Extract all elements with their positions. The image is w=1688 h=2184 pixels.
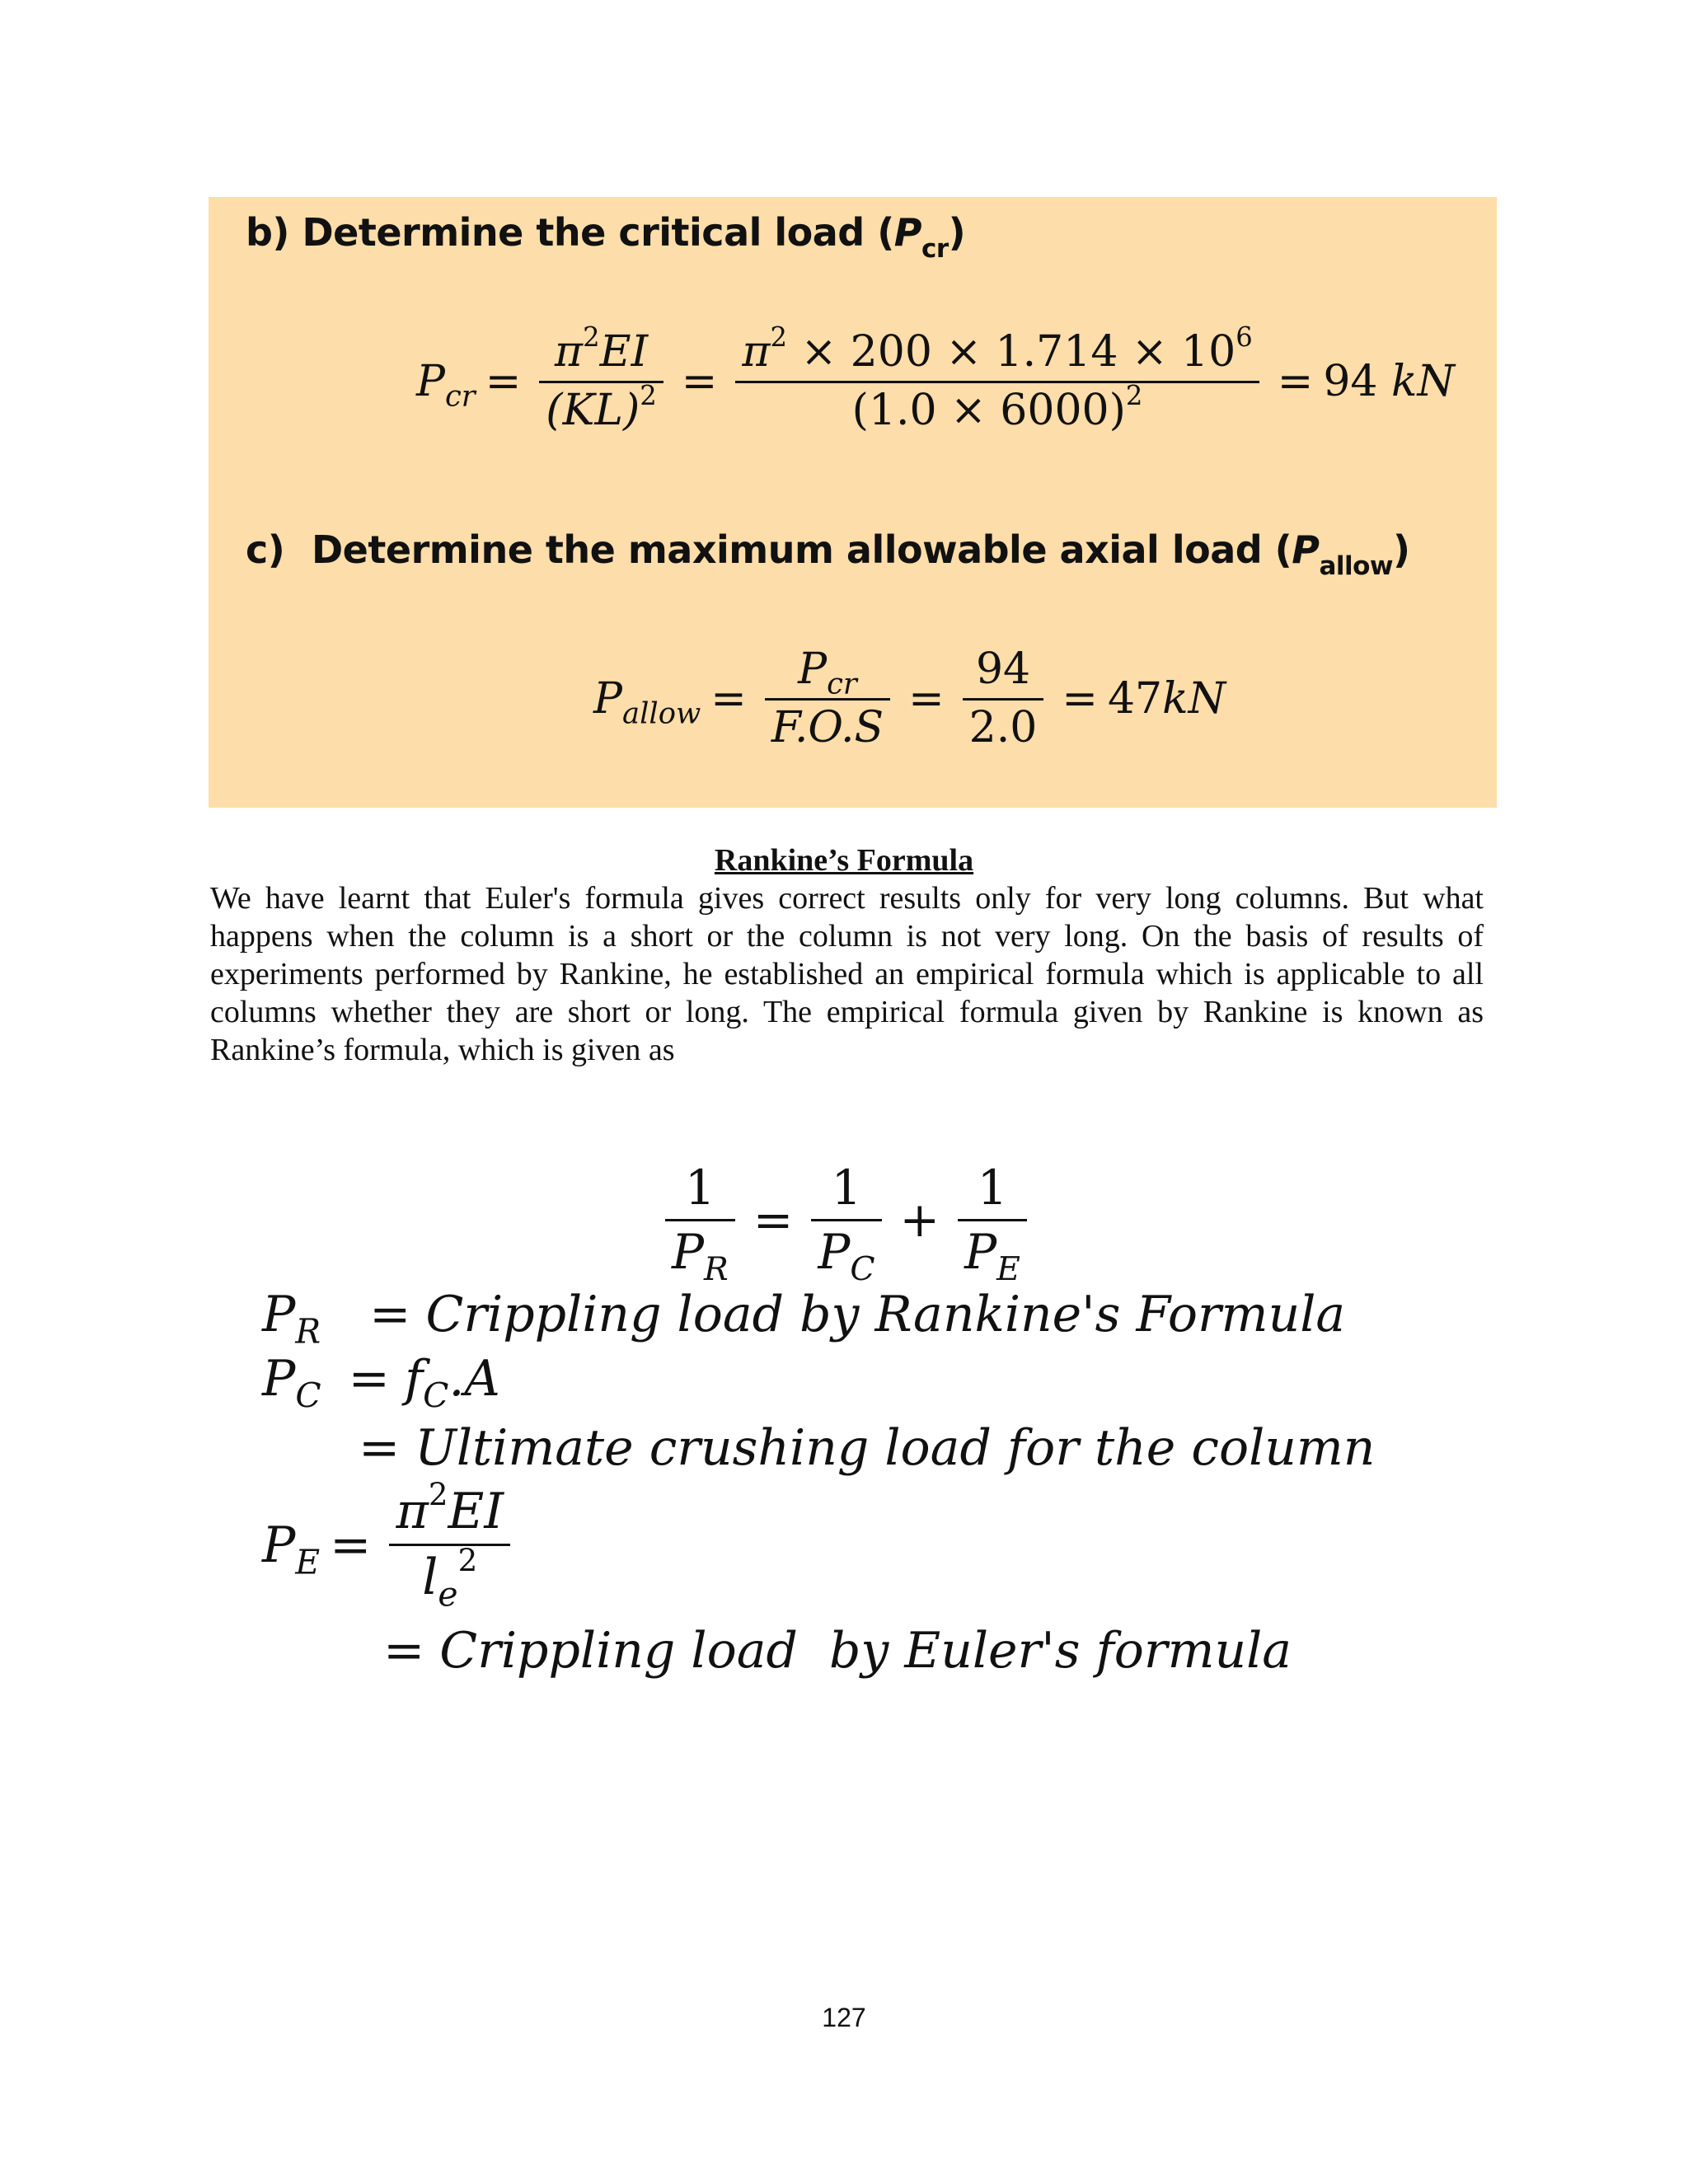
inverse-pe-fraction: $\frac{1}{P_E}$ xyxy=(958,1160,1027,1279)
equals-sign: = xyxy=(753,1192,794,1249)
pallow-symbolic-fraction xyxy=(765,645,890,753)
pcr-lhs-symbol: P xyxy=(416,357,445,407)
pe-fraction xyxy=(389,1476,510,1615)
pe-description: = Crippling load by Euler's formula xyxy=(383,1622,1292,1680)
body-paragraph: We have learnt that Euler's formula gives correct results only for very long columns. But what happens when the column is a short or the column is not very long. On the basis of results of experiments performed by Rankine, he established an empirical formula which is applicable to all columns whether they are short or long. The empirical formula given by Rankine is known as Rankine’s formula, which is given as xyxy=(210,881,1484,1067)
pallow-lhs: $P_{allow}$ xyxy=(593,674,701,731)
section-title: Rankine’s Formula xyxy=(714,843,974,878)
equals-sign: = xyxy=(330,1516,372,1574)
fraction-bar xyxy=(735,381,1259,383)
pcr-symbolic-numerator: $\pi^2EI$ xyxy=(554,321,649,377)
pcr-numeric-numerator: $\pi^2 \times 200 \times 1.714 \times 10^6$ xyxy=(742,321,1253,377)
equals-sign: = xyxy=(681,357,718,407)
pe-symbol: $P_E$ xyxy=(262,1516,321,1582)
fraction-bar xyxy=(765,698,890,701)
pallow-numeric-denominator: 2.0 xyxy=(968,702,1038,752)
fraction-bar xyxy=(389,1544,510,1546)
pallow-symbolic-numerator: $P_{cr}$ xyxy=(798,644,857,701)
inverse-pr-fraction: $\frac{1}{P_R}$ xyxy=(665,1160,735,1279)
equals-sign: = xyxy=(710,674,747,724)
heading-c-subscript: allow xyxy=(1319,551,1394,581)
heading-b-symbol: P xyxy=(893,210,921,255)
pr-text: Crippling load by Rankine's Formula xyxy=(425,1286,1346,1343)
critical-load-equation xyxy=(416,321,1456,436)
pc-formula: $f_C.A$ xyxy=(404,1350,500,1416)
heading-critical-load xyxy=(246,210,965,264)
pallow-result: 47kN xyxy=(1107,674,1226,724)
heading-allowable-load xyxy=(246,527,1410,581)
allowable-load-equation xyxy=(593,645,1226,753)
pe-text: Crippling load by Euler's formula xyxy=(439,1622,1292,1680)
pcr-result: 94 kN xyxy=(1323,357,1456,407)
heading-b-subscript: cr xyxy=(921,234,949,264)
equals-sign: = xyxy=(1062,674,1098,724)
heading-c-symbol: P xyxy=(1292,527,1320,572)
fraction-bar xyxy=(963,698,1044,701)
plus-sign: + xyxy=(899,1192,940,1249)
inverse-pc-fraction: $\frac{1}{P_C}$ xyxy=(811,1160,881,1279)
pcr-lhs xyxy=(416,357,476,414)
pc-definition: $P_C = f_C.A$ xyxy=(262,1350,500,1416)
fraction-bar xyxy=(665,1219,735,1221)
pc-symbol: $P_C$ xyxy=(262,1350,321,1416)
pr-definition: $P_R$ = Crippling load by Rankine's Formula xyxy=(262,1286,1346,1352)
fraction-bar xyxy=(811,1219,881,1221)
heading-c-label: c) xyxy=(246,527,285,572)
equals-sign: = xyxy=(485,357,522,407)
heading-b-prefix: b) Determine the critical load ( xyxy=(246,210,894,255)
page-number: 127 xyxy=(822,2003,866,2032)
equals-sign: = xyxy=(908,674,945,724)
pcr-numeric-fraction xyxy=(735,321,1259,436)
pcr-lhs-subscript: cr xyxy=(445,379,476,414)
fraction-bar xyxy=(958,1219,1027,1221)
rankine-main-equation xyxy=(657,1160,1035,1288)
pc-description: = Ultimate crushing load for the column xyxy=(359,1419,1376,1477)
pcr-symbolic-fraction xyxy=(539,321,663,436)
pallow-numeric-fraction xyxy=(963,645,1044,753)
equals-sign: = xyxy=(1277,357,1314,407)
pallow-numeric-numerator: 94 xyxy=(975,644,1031,694)
pcr-symbolic-denominator: (KL)$^2$ xyxy=(546,379,657,435)
pallow-symbolic-denominator: F.O.S xyxy=(771,702,884,752)
heading-c-text: Determine the maximum allowable axial load ( xyxy=(312,527,1292,572)
pr-symbol: $P_R$ xyxy=(262,1286,321,1352)
pc-text: Ultimate crushing load for the column xyxy=(415,1419,1376,1477)
heading-b-suffix: ) xyxy=(948,210,966,255)
heading-c-suffix: ) xyxy=(1393,527,1410,572)
pe-definition xyxy=(262,1476,518,1615)
pe-numerator: $\pi^2EI$ xyxy=(396,1476,504,1540)
pcr-numeric-denominator: $(1.0 \times 6000)^2$ xyxy=(851,379,1143,435)
pe-denominator: $l_e^2$ xyxy=(422,1542,478,1615)
